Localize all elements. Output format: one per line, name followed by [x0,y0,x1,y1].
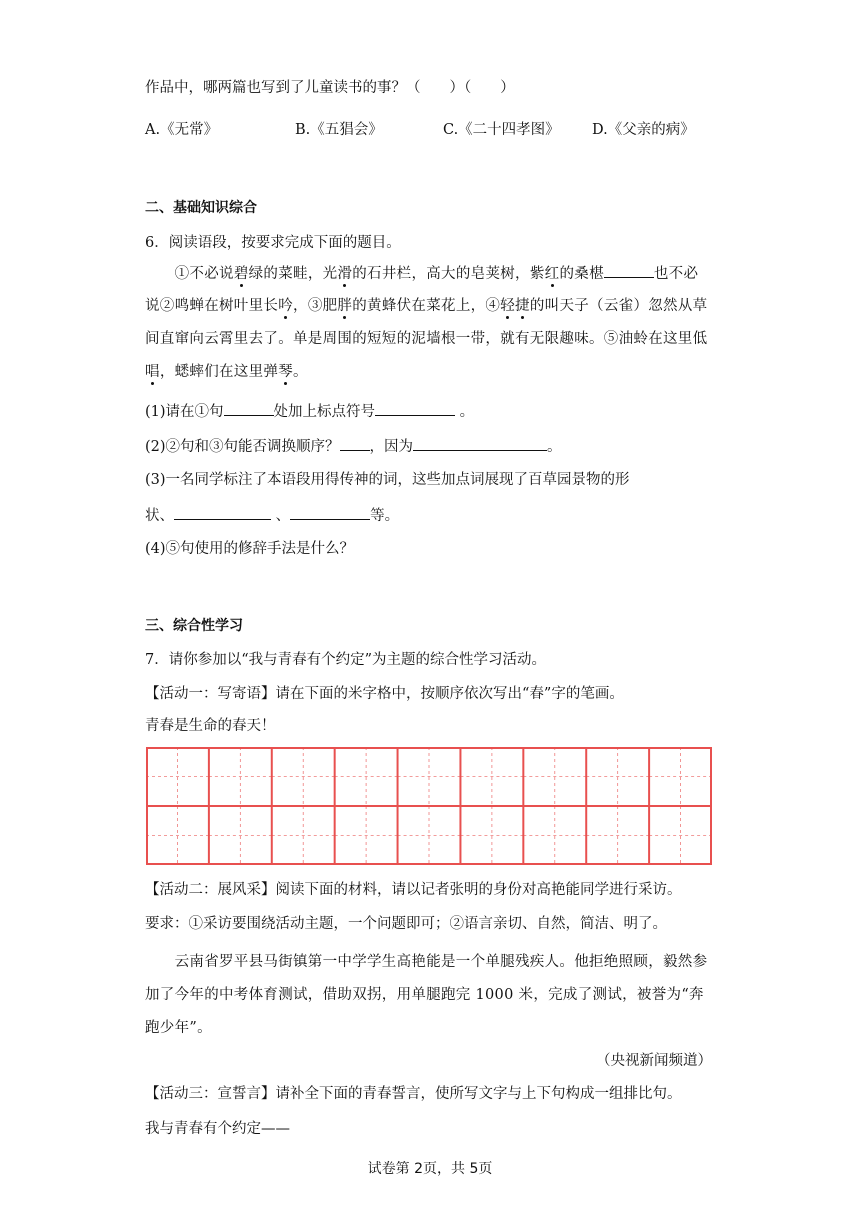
q6-sub4: (4)⑤句使用的修辞手法是什么？ [145,541,355,557]
news-line-2: 加了今年的中考体育测试，借助双拐，用单腿跑完 1000 米，完成了测试，被誉为“奔 [145,987,704,1003]
q6-sub3-line2: 状、 、 等。 [145,505,399,526]
blank-1[interactable] [604,263,654,278]
requirements: 要求：①采访要围绕活动主题，一个问题即可；②语言亲切、自然，简洁、明了。 [145,916,667,932]
news-line-1: 云南省罗平县马街镇第一中学学生高艳能是一个单腿残疾人。他拒绝照顾，毅然参 [145,954,708,970]
passage-line-1: ①不必说碧绿的菜畦，光滑的石井栏，高大的皂荚树，紫红的桑椹 也不必 [145,263,698,284]
blank-sub3-b[interactable] [290,505,370,520]
blank-sub2-b[interactable] [413,436,547,451]
q5-option-b: B.《五猖会》 [295,122,383,138]
blank-sub1-b[interactable] [375,401,455,416]
q6-sub1: (1)请在①句 处加上标点符号 。 [145,401,474,422]
passage-line-2: 说②鸣蝉在树叶里长吟，③肥胖的黄蜂伏在菜花上，④轻捷的叫天子（云雀）忽然从草 [145,298,708,314]
passage-line-3: 间直窜向云霄里去了。单是周围的短短的泥墙根一带，就有无限趣味。⑤油蛉在这里低 [145,331,708,347]
activity-1: 【活动一：写寄语】请在下面的米字格中，按顺序依次写出“春”字的笔画。 [145,686,624,702]
section-heading-3: 三、综合性学习 [145,618,243,634]
q5-option-d: D.《父亲的病》 [592,122,695,138]
news-source: （央视新闻频道） [596,1053,712,1069]
q5-option-a: A.《无常》 [145,122,219,138]
q5-stem: 作品中，哪两篇也写到了儿童读书的事？（ ）（ ） [145,80,515,96]
news-line-3: 跑少年”。 [145,1020,212,1036]
q6-sub3-line1: (3)一名同学标注了本语段用得传神的词，这些加点词展现了百草园景物的形 [145,472,630,488]
q6-stem: 6．阅读语段，按要求完成下面的题目。 [145,235,401,251]
blank-sub2-a[interactable] [340,436,370,451]
page-footer: 试卷第 2页，共 5页 [367,1161,493,1177]
mizi-grid[interactable] [146,747,712,865]
q6-sub2: (2)②句和③句能否调换顺序？ ，因为 。 [145,436,562,457]
passage-line-4: 唱，蟋蟀们在这里弹琴。 [145,364,308,380]
blank-sub1-a[interactable] [224,401,274,416]
blank-sub3-a[interactable] [174,505,271,520]
section-heading-2: 二、基础知识综合 [145,200,257,216]
activity-3: 【活动三：宣誓言】请补全下面的青春誓言，使所写文字与上下句构成一组排比句。 [145,1086,682,1102]
slogan: 青春是生命的春天！ [145,718,276,734]
activity-2: 【活动二：展风采】阅读下面的材料，请以记者张明的身份对高艳能同学进行采访。 [145,882,682,898]
oath-start: 我与青春有个约定—— [145,1121,290,1137]
q7-stem: 7．请你参加以“我与青春有个约定”为主题的综合性学习活动。 [145,652,547,668]
q5-option-c: C.《二十四孝图》 [443,122,560,138]
